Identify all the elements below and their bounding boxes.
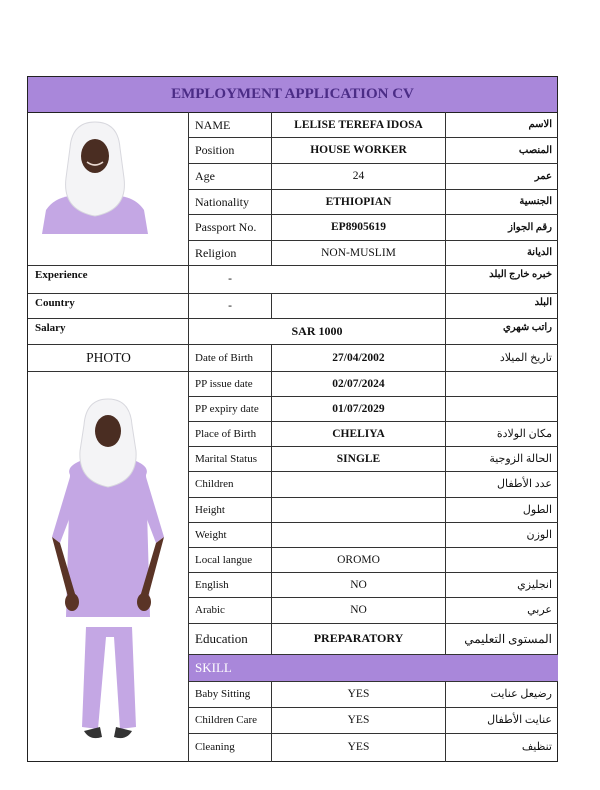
skill-baby-sitting-arabic: رضيعل عنايت (490, 688, 552, 700)
english-arabic: انجليزي (517, 579, 552, 591)
country-arabic: البلد (534, 297, 552, 308)
name-label: NAME (195, 118, 231, 132)
skill-cleaning-arabic: تنظيف (521, 741, 552, 753)
height-label: Height (195, 504, 225, 516)
age-label: Age (195, 169, 215, 183)
skill-children-care-arabic: عنايت الأطفال (487, 714, 552, 726)
photo-label: PHOTO (86, 350, 131, 365)
salary-value: SAR 1000 (291, 324, 343, 338)
arabic-arabic: عربي (527, 604, 552, 616)
place-of-birth-value: CHELIYA (332, 428, 385, 440)
local-language-label: Local langue (195, 554, 253, 566)
education-arabic: المستوى التعليمي (464, 632, 552, 646)
pp-expiry-label: PP expiry date (195, 403, 259, 415)
weight-value (272, 523, 445, 547)
applicant-photo-full (46, 397, 170, 745)
children-arabic: عدد الأطفال (497, 478, 552, 490)
skill-baby-sitting-value: YES (347, 688, 370, 700)
religion-value: NON-MUSLIM (321, 247, 396, 259)
english-value: NO (350, 579, 367, 591)
skill-baby-sitting-label: Baby Sitting (195, 688, 251, 700)
height-arabic: الطول (522, 504, 552, 516)
nationality-value: ETHIOPIAN (325, 196, 392, 208)
experience-label: Experience (35, 269, 88, 281)
skill-cleaning-value: YES (347, 741, 370, 753)
religion-label: Religion (195, 246, 237, 260)
place-of-birth-label: Place of Birth (195, 428, 257, 440)
children-value (272, 472, 445, 497)
nationality-arabic: الجنسية (519, 196, 552, 207)
pp-issue-label: PP issue date (195, 378, 253, 390)
local-language-value: OROMO (337, 554, 380, 566)
arabic-value: NO (350, 604, 367, 616)
dob-label: Date of Birth (195, 352, 254, 364)
children-label: Children (195, 478, 234, 490)
arabic-label: Arabic (195, 604, 225, 616)
height-value (272, 498, 445, 522)
pp-expiry-value: 01/07/2029 (332, 403, 385, 415)
country-value: - (228, 300, 232, 312)
education-value: PREPARATORY (313, 631, 404, 645)
experience-arabic: خبره خارج البلد (489, 269, 552, 280)
weight-arabic: الوزن (526, 529, 552, 541)
dob-arabic: تاريخ الميلاد (499, 352, 552, 364)
pp-expiry-arabic (446, 397, 558, 421)
experience-value: - (228, 273, 232, 285)
age-arabic: عمر (534, 171, 552, 182)
country-label: Country (35, 297, 75, 309)
place-of-birth-arabic: مكان الولادة (496, 428, 552, 440)
education-label: Education (195, 631, 248, 646)
cv-title: EMPLOYMENT APPLICATION CV (28, 77, 557, 113)
religion-arabic: الديانة (526, 247, 552, 258)
weight-label: Weight (195, 529, 227, 541)
english-label: English (195, 579, 229, 591)
marital-status-arabic: الحالة الزوجية (489, 453, 552, 465)
skill-children-care-label: Children Care (195, 714, 258, 726)
position-label: Position (195, 143, 235, 157)
skill-cleaning-label: Cleaning (195, 741, 235, 753)
pp-issue-arabic (446, 372, 558, 396)
marital-status-value: SINGLE (336, 453, 381, 465)
grid-line (271, 293, 272, 318)
salary-arabic: راتب شهري (502, 322, 552, 333)
pp-issue-value: 02/07/2024 (332, 378, 385, 390)
passport-label: Passport No. (195, 220, 257, 234)
nationality-label: Nationality (195, 195, 249, 209)
local-language-arabic (446, 548, 558, 572)
position-value: HOUSE WORKER (310, 144, 407, 156)
cv-sheet (27, 76, 558, 762)
skill-children-care-value: YES (347, 714, 370, 726)
name-arabic: الاسم (528, 119, 552, 130)
applicant-photo-small (40, 118, 150, 234)
name-value: LELISE TEREFA IDOSA (294, 119, 423, 131)
dob-value: 27/04/2002 (332, 352, 385, 364)
position-arabic: المنصب (518, 145, 552, 156)
passport-value: EP8905619 (331, 221, 386, 233)
age-value: 24 (352, 170, 365, 182)
marital-status-label: Marital Status (195, 453, 258, 465)
salary-label: Salary (35, 322, 66, 334)
skill-heading: SKILL (189, 655, 558, 681)
passport-arabic: رقم الجواز (508, 222, 552, 233)
